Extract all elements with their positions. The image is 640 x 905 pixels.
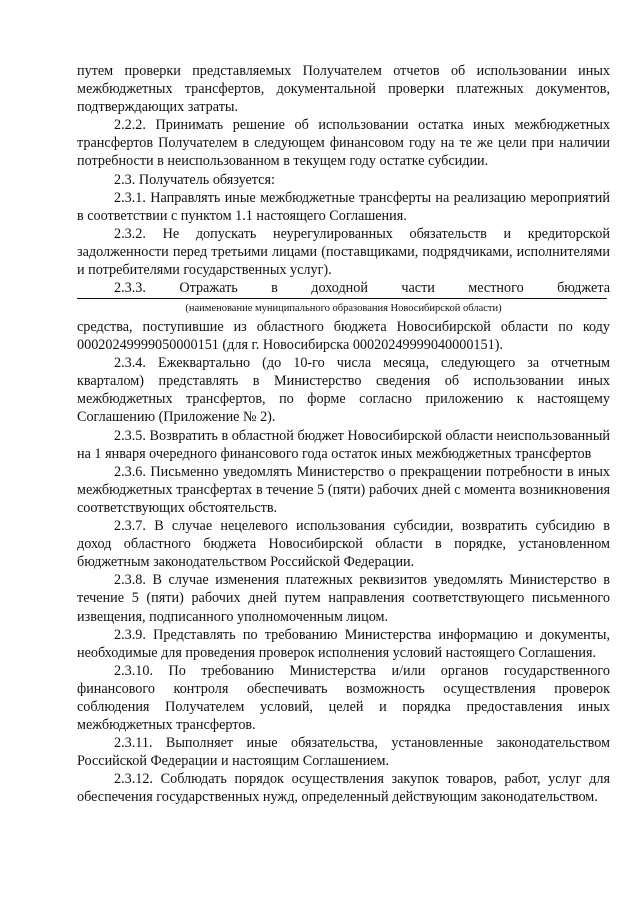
paragraph-verification-continuation: путем проверки представляемых Получателем отчетов об использовании иных межбюджетных трансфертов, документальной проверки платежных документов, подтверждающих затраты. [77,63,610,116]
paragraph-2-3-10: 2.3.10. По требованию Министерства и/или органов государственного финансового контроля обеспечивать возможность осуществления проверок соблюдения Получателем условий, целей и порядка предоставления иных межбюджетных трансфертов. [77,662,610,734]
paragraph-2-3-8: 2.3.8. В случае изменения платежных реквизитов уведомлять Министерство в течение 5 (пяти) рабочих дней путем направления соответствующего письменного извещения, подписанного уполномоченным лицом. [77,572,610,625]
paragraph-2-3-3-continuation: средства, поступившие из областного бюджета Новосибирской области по коду 00020249999050000151 (для г. Новосибирска 00020249999040000151). [77,319,610,354]
text-block-upper [77,62,610,297]
municipality-caption: (наименование муниципального образования Новосибирской области) [185,303,502,314]
paragraph-2-3: 2.3. Получатель обязуется: [114,171,275,188]
paragraph-2-3-7: 2.3.7. В случае нецелевого использования субсидии, возвратить субсидию в доход областного бюджета Новосибирской области в порядке, установленном бюджетным законодательством Российской Федерации. [77,518,610,571]
paragraph-2-3-1: 2.3.1. Направлять иные межбюджетные трансферты на реализацию мероприятий в соответствии с пунктом 1.1 настоящего Соглашения. [77,189,610,224]
paragraph-2-3-2: 2.3.2. Не допускать неурегулированных обязательств и кредиторской задолженности перед третьими лицами (поставщиками, подрядчиками, исполнителями и потребителями государственных услуг). [77,225,610,279]
paragraph-2-3-6: 2.3.6. Письменно уведомлять Министерство о прекращении потребности в иных межбюджетных трансфертах в течение 5 (пяти) рабочих дней с момента возникновения соответствующих обстоятельств. [77,463,610,516]
paragraph-2-3-11: 2.3.11. Выполняет иные обязательства, установленные законодательством Российской Федерации и настоящим Соглашением. [77,735,610,770]
paragraph-2-3-4: 2.3.4. Ежеквартально (до 10-го числа месяца, следующего за отчетным кварталом) представлять в Министерство сведения об использовании иных межбюджетных трансфертов, по форме согласно приложению к настоящему Соглашению (Приложение № 2). [77,355,610,426]
paragraph-2-2-2: 2.2.2. Принимать решение об использовании остатка иных межбюджетных трансфертов Получателем в следующем финансовом году на те же цели при наличии потребности в неиспользованном в текущем году остатке субсидии. [77,117,610,170]
paragraph-2-3-12: 2.3.12. Соблюдать порядок осуществления закупок товаров, работ, услуг для обеспечения государственных нужд, определенный действующим законодательством. [77,771,610,806]
municipality-blank-line [77,298,607,299]
paragraph-2-3-5: 2.3.5. Возвратить в областной бюджет Новосибирской области неиспользованный на 1 января очередного финансового года остаток иных межбюджетных трансфертов [77,427,610,462]
paragraph-2-3-3: 2.3.3. Отражать в доходной части местного бюджета [114,280,610,297]
text-block-lower [77,318,610,807]
paragraph-2-3-9: 2.3.9. Представлять по требованию Министерства информацию и документы, необходимые для проведения проверок исполнения условий настоящего Соглашения. [77,626,610,661]
